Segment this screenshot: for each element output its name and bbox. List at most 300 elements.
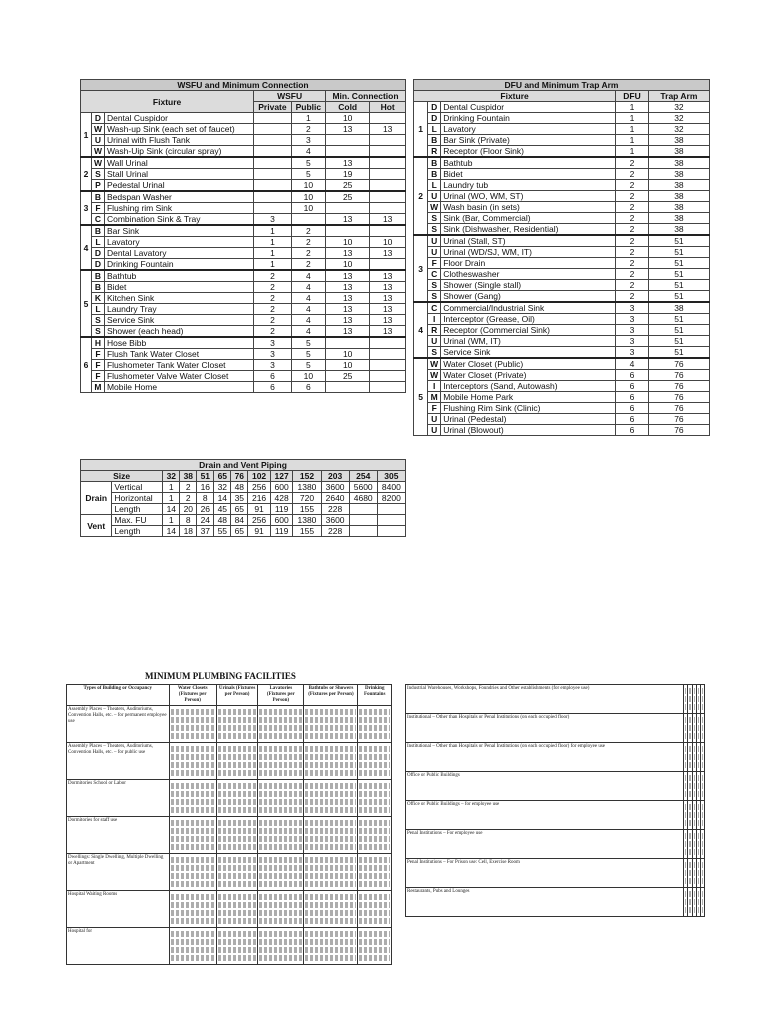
wsfu-row [81,214,406,226]
dfu-row [414,124,710,135]
wsfu-public [291,214,325,226]
wsfu-letter: F [91,203,104,214]
scan-text-line [689,804,690,810]
wsfu-cold: 13 [326,270,370,282]
scan-text-line [685,717,686,723]
wsfu-cold: 13 [326,214,370,226]
scan-text-line [698,862,699,868]
scan-text-line [171,783,215,789]
dfu-fixture-name: Urinal (WD/SJ, WM, IT) [441,247,616,258]
scan-text-line [259,791,302,797]
scan-text-line [685,812,686,818]
scan-text-line [359,807,390,813]
dfu-letter: B [428,157,441,169]
dfu-fixture-name: Service Sink [441,347,616,359]
wsfu-cold: 13 [326,304,370,315]
dfu-col-trap: Trap Arm [648,91,709,102]
wsfu-cold: 13 [326,248,370,259]
drain-size: 254 [349,471,377,482]
wsfu-letter: D [91,113,104,124]
scan-text-line [305,807,356,813]
dfu-row [414,235,710,247]
drain-value: 91 [248,504,271,515]
scan-text-line [689,696,690,702]
wsfu-fixture-name: Dental Cuspidor [104,113,253,124]
scan-text-line [171,799,215,805]
drain-value: 32 [214,482,231,493]
wsfu-row [81,337,406,349]
mpf-left-row [67,854,392,891]
dfu-letter: C [428,269,441,280]
mpf-right-row [406,859,705,888]
mpf-occupancy: Penal Institutions – For Prison use: Cell, Exercise Room [406,859,684,888]
wsfu-fixture-name: Dental Lavatory [104,248,253,259]
drain-value: 720 [293,493,321,504]
dfu-trap-arm: 32 [648,102,709,113]
wsfu-letter: U [91,135,104,146]
mpf-cell [304,706,358,743]
dfu-value: 2 [616,258,649,269]
drain-value: 14 [163,526,180,537]
dfu-letter: U [428,247,441,258]
dfu-row [414,146,710,158]
drain-value: 8400 [377,482,405,493]
dfu-letter: U [428,425,441,436]
scan-text-line [702,878,703,884]
drain-value: 2 [180,482,197,493]
scan-text-line [698,820,699,826]
drain-size: 305 [377,471,405,482]
wsfu-private: 3 [254,360,292,371]
scan-text-line [218,902,256,908]
drain-row-label: Length [112,526,163,537]
scan-text-line [702,833,703,839]
scan-text-line [218,783,256,789]
scan-text-line [689,762,690,768]
wsfu-cold: 13 [326,326,370,338]
mpf-cell [358,928,392,965]
drain-size: 102 [248,471,271,482]
mpf-left-row [67,817,392,854]
drain-value: 14 [214,493,231,504]
dfu-letter: U [428,414,441,425]
drain-value: 228 [321,526,349,537]
scan-text-line [259,725,302,731]
scan-text-line [685,688,686,694]
wsfu-hot [370,203,406,214]
scan-text-line [259,836,302,842]
drain-value: 48 [231,482,248,493]
dfu-value: 6 [616,381,649,392]
scan-text-line [259,947,302,953]
drain-value: 119 [270,504,293,515]
wsfu-fixture-name: Drinking Fountain [104,259,253,271]
wsfu-hot: 13 [370,304,406,315]
dfu-value: 2 [616,169,649,180]
mpf-occupancy: Restaurants, Pubs and Lounges [406,888,684,917]
dfu-fixture-name: Receptor (Commercial Sink) [441,325,616,336]
scan-text-line [171,918,215,924]
dfu-trap-arm: 38 [648,180,709,191]
drain-value: 65 [231,526,248,537]
scan-text-line [259,783,302,789]
drain-row-label: Length [112,504,163,515]
mpf-cell [700,772,704,801]
wsfu-cold: 25 [326,191,370,203]
scan-text-line [685,899,686,905]
dfu-value: 2 [616,202,649,213]
scan-text-line [259,709,302,715]
wsfu-public: 4 [291,304,325,315]
scan-text-line [698,899,699,905]
scan-text-line [694,833,695,839]
scan-text-line [689,688,690,694]
scan-text-line [698,762,699,768]
scan-text-line [171,717,215,723]
scan-text-line [259,799,302,805]
scan-text-line [259,881,302,887]
scan-text-line [359,939,390,945]
scan-text-line [702,849,703,855]
drain-value: 24 [197,515,214,526]
mpf-occupancy: Institutional – Other than Hospitals or Penal Institutions (on each occupied floor) [406,714,684,743]
wsfu-hot: 13 [370,315,406,326]
mpf-right-row [406,830,705,859]
drain-value: 2640 [321,493,349,504]
wsfu-cold: 13 [326,282,370,293]
scan-text-line [218,910,256,916]
drain-value [349,526,377,537]
scan-text-line [171,725,215,731]
drain-value: 35 [231,493,248,504]
wsfu-private [254,146,292,158]
drain-value: 228 [321,504,349,515]
wsfu-hot [370,157,406,169]
dfu-value: 3 [616,347,649,359]
scan-text-line [218,725,256,731]
dfu-letter: W [428,370,441,381]
scan-text-line [359,770,390,776]
wsfu-letter: B [91,282,104,293]
wsfu-public: 10 [291,371,325,382]
dfu-value: 3 [616,325,649,336]
mpf-cell [700,859,704,888]
drain-row [81,482,406,493]
mpf-right-row [406,888,705,917]
wsfu-row [81,371,406,382]
wsfu-row [81,326,406,338]
wsfu-group-number: 5 [81,270,92,337]
drain-value: 600 [270,515,293,526]
dfu-fixture-name: Wash basin (in sets) [441,202,616,213]
scan-text-line [689,791,690,797]
wsfu-private [254,191,292,203]
dfu-row [414,269,710,280]
wsfu-letter: B [91,270,104,282]
dfu-fixture-name: Shower (Single stall) [441,280,616,291]
dfu-row [414,302,710,314]
dfu-row [414,358,710,370]
scan-text-line [218,717,256,723]
scan-text-line [702,820,703,826]
scan-text-line [694,878,695,884]
scan-text-line [171,762,215,768]
dfu-fixture-name: Laundry tub [441,180,616,191]
wsfu-fixture-name: Stall Urinal [104,169,253,180]
scan-text-line [702,775,703,781]
mpf-cell [304,817,358,854]
mpf-cell [258,706,304,743]
wsfu-public: 3 [291,135,325,146]
mpf-cell [304,743,358,780]
dfu-trap-arm: 76 [648,381,709,392]
scan-text-line [305,881,356,887]
drain-value: 37 [197,526,214,537]
wsfu-cold: 13 [326,157,370,169]
drain-value: 119 [270,526,293,537]
dfu-value: 2 [616,291,649,303]
dfu-trap-arm: 76 [648,392,709,403]
scan-text-line [305,918,356,924]
dfu-value: 6 [616,403,649,414]
scan-text-line [694,899,695,905]
scan-text-line [694,891,695,897]
wsfu-public: 2 [291,248,325,259]
dfu-letter: S [428,347,441,359]
scan-text-line [218,857,256,863]
scan-text-line [305,836,356,842]
dfu-value: 6 [616,370,649,381]
dfu-row [414,403,710,414]
drain-title: Drain and Vent Piping [81,460,406,471]
mpf-cell [358,854,392,891]
scan-text-line [698,791,699,797]
scan-text-line [702,870,703,876]
dfu-fixture-name: Urinal (WO, WM, ST) [441,191,616,202]
mpf-cell [304,891,358,928]
wsfu-fixture-name: Flush Tank Water Closet [104,349,253,360]
scan-text-line [218,820,256,826]
scan-text-line [694,783,695,789]
scan-text-line [702,862,703,868]
dfu-trap-arm: 38 [648,224,709,236]
scan-text-line [259,918,302,924]
wsfu-cold: 10 [326,113,370,124]
scan-text-line [171,902,215,908]
scan-text-line [359,910,390,916]
wsfu-hot [370,382,406,393]
scan-text-line [685,754,686,760]
scan-text-line [218,844,256,850]
dfu-trap-arm: 32 [648,124,709,135]
drain-size: 32 [163,471,180,482]
wsfu-col-wsfu: WSFU [254,91,326,102]
mpf-occupancy: Institutional – Other than Hospitals or Penal Institutions (on each occupied floor) for employee use [406,743,684,772]
scan-text-line [359,918,390,924]
dfu-fixture-name: Shower (Gang) [441,291,616,303]
dfu-letter: C [428,302,441,314]
scan-text-line [689,746,690,752]
scan-text-line [171,828,215,834]
wsfu-hot [370,225,406,237]
scan-text-line [259,910,302,916]
dfu-value: 6 [616,392,649,403]
mpf-cell [216,817,257,854]
scan-text-line [698,725,699,731]
wsfu-private: 2 [254,270,292,282]
scan-text-line [702,804,703,810]
mpf-right-table [405,684,705,917]
wsfu-cold: 10 [326,360,370,371]
dfu-row [414,224,710,236]
wsfu-public: 5 [291,349,325,360]
mpf-cell [700,830,704,859]
scan-text-line [359,894,390,900]
wsfu-private [254,113,292,124]
wsfu-private: 6 [254,371,292,382]
dfu-fixture-name: Interceptor (Grease, Oil) [441,314,616,325]
mpf-cell [258,743,304,780]
scan-text-line [359,820,390,826]
mpf-cell [358,780,392,817]
wsfu-hot: 10 [370,237,406,248]
scan-text-line [689,833,690,839]
dfu-row [414,370,710,381]
scan-text-line [689,870,690,876]
mpf-cell [258,891,304,928]
scan-text-line [689,820,690,826]
dfu-row [414,280,710,291]
mpf-left-page [66,684,392,1024]
wsfu-row [81,270,406,282]
wsfu-row [81,360,406,371]
wsfu-group-number: 4 [81,225,92,270]
scan-text-line [698,833,699,839]
scan-text-line [359,836,390,842]
dfu-row [414,347,710,359]
dfu-letter: S [428,280,441,291]
scan-text-line [698,907,699,913]
wsfu-col-private: Private [254,102,292,113]
scan-text-line [698,849,699,855]
dfu-row [414,291,710,303]
scan-text-line [171,931,215,937]
scan-text-line [359,791,390,797]
wsfu-group-number: 1 [81,113,92,158]
scan-text-line [259,844,302,850]
scan-text-line [218,828,256,834]
dfu-fixture-name: Sink (Dishwasher, Residential) [441,224,616,236]
scan-text-line [694,862,695,868]
scan-text-line [694,746,695,752]
scan-text-line [685,907,686,913]
dfu-fixture-name: Water Closet (Public) [441,358,616,370]
dfu-title: DFU and Minimum Trap Arm [414,80,710,91]
mpf-cell [700,801,704,830]
scan-text-line [689,849,690,855]
drain-value: 8200 [377,493,405,504]
drain-value: 55 [214,526,231,537]
mpf-occupancy: Office or Public Buildings – for employee use [406,801,684,830]
dfu-letter: I [428,381,441,392]
mpf-cell [700,888,704,917]
drain-value: 600 [270,482,293,493]
dfu-value: 1 [616,135,649,146]
wsfu-hot: 13 [370,214,406,226]
scan-text-line [305,799,356,805]
scan-text-line [359,931,390,937]
scan-text-line [171,955,215,961]
dfu-fixture-name: Drinking Fountain [441,113,616,124]
scan-text-line [694,849,695,855]
dfu-fixture-name: Sink (Bar, Commercial) [441,213,616,224]
wsfu-public: 2 [291,259,325,271]
wsfu-letter: P [91,180,104,192]
scan-text-line [305,844,356,850]
drain-value: 216 [248,493,271,504]
wsfu-row [81,135,406,146]
mpf-cell [169,743,216,780]
wsfu-hot [370,371,406,382]
dfu-trap-arm: 51 [648,314,709,325]
scan-text-line [218,807,256,813]
wsfu-private: 1 [254,259,292,271]
wsfu-row [81,157,406,169]
dfu-trap-arm: 51 [648,235,709,247]
dfu-col-fixture: Fixture [414,91,616,102]
wsfu-cold: 13 [326,293,370,304]
dfu-fixture-name: Floor Drain [441,258,616,269]
scan-text-line [689,717,690,723]
mpf-right-row [406,772,705,801]
scan-text-line [359,828,390,834]
scan-text-line [685,891,686,897]
scan-text-line [218,918,256,924]
dfu-row [414,169,710,180]
wsfu-hot: 13 [370,270,406,282]
wsfu-private: 1 [254,248,292,259]
scan-text-line [689,812,690,818]
scan-text-line [694,688,695,694]
scan-text-line [218,746,256,752]
scan-text-line [685,820,686,826]
scan-text-line [259,828,302,834]
dfu-letter: R [428,325,441,336]
scan-text-line [259,717,302,723]
scan-text-line [171,754,215,760]
drain-value [377,504,405,515]
mpf-occupancy: Penal Institutions – For employee use [406,830,684,859]
wsfu-hot [370,146,406,158]
wsfu-group-number: 6 [81,337,92,393]
scan-text-line [694,812,695,818]
dfu-fixture-name: Interceptors (Sand, Autowash) [441,381,616,392]
mpf-occupancy: Dormitories for staff use [67,817,170,854]
scan-text-line [218,947,256,953]
mpf-header: Urinals (Fixtures per Person) [216,685,257,706]
wsfu-letter: L [91,237,104,248]
dfu-table [413,79,710,436]
wsfu-private: 1 [254,225,292,237]
scan-text-line [685,870,686,876]
wsfu-cold: 19 [326,169,370,180]
dfu-trap-arm: 38 [648,202,709,213]
wsfu-letter: C [91,214,104,226]
drain-size: 127 [270,471,293,482]
scan-text-line [694,907,695,913]
wsfu-cold: 10 [326,237,370,248]
dfu-trap-arm: 76 [648,403,709,414]
